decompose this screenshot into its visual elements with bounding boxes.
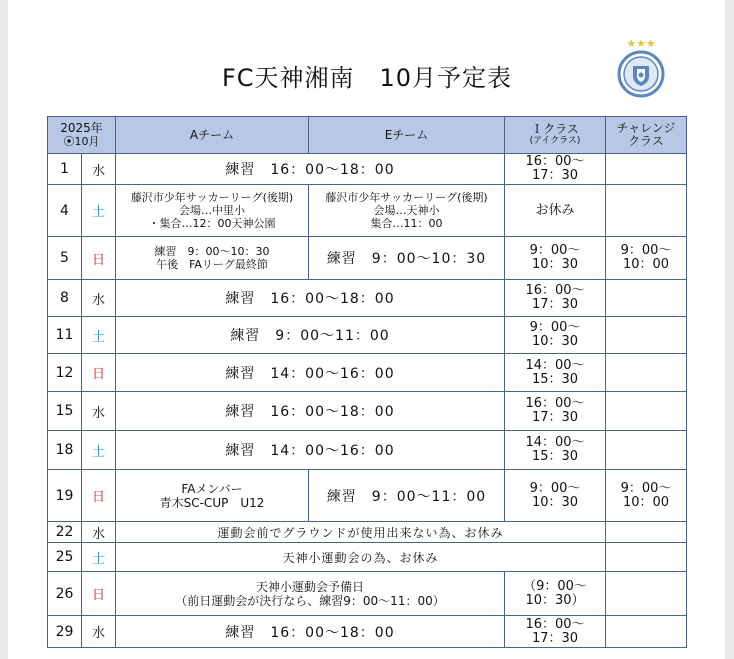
- i-class-cell: 16：00〜 17：30: [505, 280, 606, 317]
- challenge-class-cell: 9：00〜 10：00: [606, 470, 687, 522]
- weekday-cell: 日: [82, 572, 116, 616]
- weekday-cell: 土: [82, 317, 116, 354]
- day-cell: 4: [48, 185, 82, 237]
- day-cell: 29: [48, 616, 82, 648]
- a-team-cell: 藤沢市少年サッカーリーグ(後期) 会場…中里小 ・集合…12：00天神公園: [116, 185, 309, 237]
- weekday-cell: 水: [82, 280, 116, 317]
- team-schedule-cell: 練習 16：00〜18：00: [116, 616, 505, 648]
- table-row: [48, 392, 687, 431]
- notice-cell: 運動会前でグラウンドが使用出来ない為、お休み: [116, 522, 606, 543]
- i-class-cell: 14：00〜 15：30: [505, 431, 606, 470]
- challenge-class-cell: [606, 522, 687, 543]
- club-crest-icon: [612, 36, 670, 98]
- team-schedule-cell: 練習 9：00〜11：00: [116, 317, 505, 354]
- day-cell: 26: [48, 572, 82, 616]
- weekday-cell: 土: [82, 431, 116, 470]
- table-row: [48, 154, 687, 185]
- weekday-cell: 水: [82, 522, 116, 543]
- e-team-cell: 藤沢市少年サッカーリーグ(後期) 会場…天神小 集合…11：00: [309, 185, 505, 237]
- table-row: [48, 354, 687, 392]
- year-label: 2025年: [60, 121, 103, 135]
- e-team-cell: 練習 9：00〜11：00: [309, 470, 505, 522]
- day-cell: 8: [48, 280, 82, 317]
- i-class-cell: 14：00〜 15：30: [505, 354, 606, 392]
- table-row: [48, 237, 687, 280]
- challenge-class-header: チャレンジ クラス: [606, 117, 687, 154]
- page-title: FC天神湘南 10月予定表: [221, 64, 513, 92]
- day-cell: 11: [48, 317, 82, 354]
- i-class-cell: 16：00〜 17：30: [505, 154, 606, 185]
- team-schedule-cell: 天神小運動会予備日 （前日運動会が決行なら、練習9：00〜11：00）: [116, 572, 505, 616]
- weekday-cell: 水: [82, 616, 116, 648]
- weekday-cell: 水: [82, 392, 116, 431]
- table-row: [48, 572, 687, 616]
- team-schedule-cell: 練習 16：00〜18：00: [116, 154, 505, 185]
- challenge-class-cell: [606, 543, 687, 572]
- weekday-cell: 土: [82, 543, 116, 572]
- team-schedule-cell: 練習 16：00〜18：00: [116, 280, 505, 317]
- team-schedule-cell: 練習 14：00〜16：00: [116, 354, 505, 392]
- e-team-header: Eチーム: [309, 117, 505, 154]
- challenge-class-cell: [606, 154, 687, 185]
- weekday-cell: 日: [82, 237, 116, 280]
- i-class-cell: 9：00〜 10：30: [505, 317, 606, 354]
- table-row: [48, 616, 687, 648]
- day-cell: 12: [48, 354, 82, 392]
- a-team-cell: FAメンバー 青木SC-CUP U12: [116, 470, 309, 522]
- e-team-cell: 練習 9：00〜10：30: [309, 237, 505, 280]
- day-cell: 22: [48, 522, 82, 543]
- i-class-cell: 16：00〜 17：30: [505, 392, 606, 431]
- table-row: [48, 543, 687, 572]
- star-icon: ★★★: [626, 37, 656, 50]
- challenge-class-cell: [606, 317, 687, 354]
- day-cell: 15: [48, 392, 82, 431]
- team-schedule-cell: 練習 16：00〜18：00: [116, 392, 505, 431]
- weekday-cell: 土: [82, 185, 116, 237]
- weekday-cell: 水: [82, 154, 116, 185]
- a-team-header: Aチーム: [116, 117, 309, 154]
- challenge-class-cell: [606, 354, 687, 392]
- i-class-cell: お休み: [505, 185, 606, 237]
- challenge-class-cell: [606, 572, 687, 616]
- weekday-cell: 日: [82, 470, 116, 522]
- day-cell: 18: [48, 431, 82, 470]
- month-label: ⦿10月: [63, 135, 100, 148]
- i-class-cell: （9：00〜 10：30）: [505, 572, 606, 616]
- i-class-sublabel: (アイクラス): [529, 136, 581, 146]
- i-class-cell: 9：00〜 10：30: [505, 237, 606, 280]
- day-cell: 19: [48, 470, 82, 522]
- weekday-cell: 日: [82, 354, 116, 392]
- table-row: [48, 280, 687, 317]
- table-row: [48, 470, 687, 522]
- i-class-header: [505, 117, 606, 154]
- day-cell: 25: [48, 543, 82, 572]
- i-class-cell: 16：00〜 17：30: [505, 616, 606, 648]
- a-team-cell: 練習 9：00〜10：30 午後 FAリーグ最終節: [116, 237, 309, 280]
- challenge-class-cell: [606, 392, 687, 431]
- challenge-class-cell: [606, 280, 687, 317]
- day-cell: 1: [48, 154, 82, 185]
- table-row: [48, 522, 687, 543]
- table-row: [48, 185, 687, 237]
- table-row: [48, 317, 687, 354]
- i-class-label: Ｉクラス: [531, 122, 579, 136]
- day-cell: 5: [48, 237, 82, 280]
- schedule-table: [47, 116, 687, 648]
- table-header-row: [48, 117, 687, 154]
- notice-cell: 天神小運動会の為、お休み: [116, 543, 606, 572]
- challenge-class-cell: [606, 185, 687, 237]
- challenge-class-cell: 9：00〜 10：00: [606, 237, 687, 280]
- table-row: [48, 431, 687, 470]
- challenge-class-cell: [606, 616, 687, 648]
- i-class-cell: 9：00〜 10：30: [505, 470, 606, 522]
- challenge-class-cell: [606, 431, 687, 470]
- year-month-header: [48, 117, 116, 154]
- team-schedule-cell: 練習 14：00〜16：00: [116, 431, 505, 470]
